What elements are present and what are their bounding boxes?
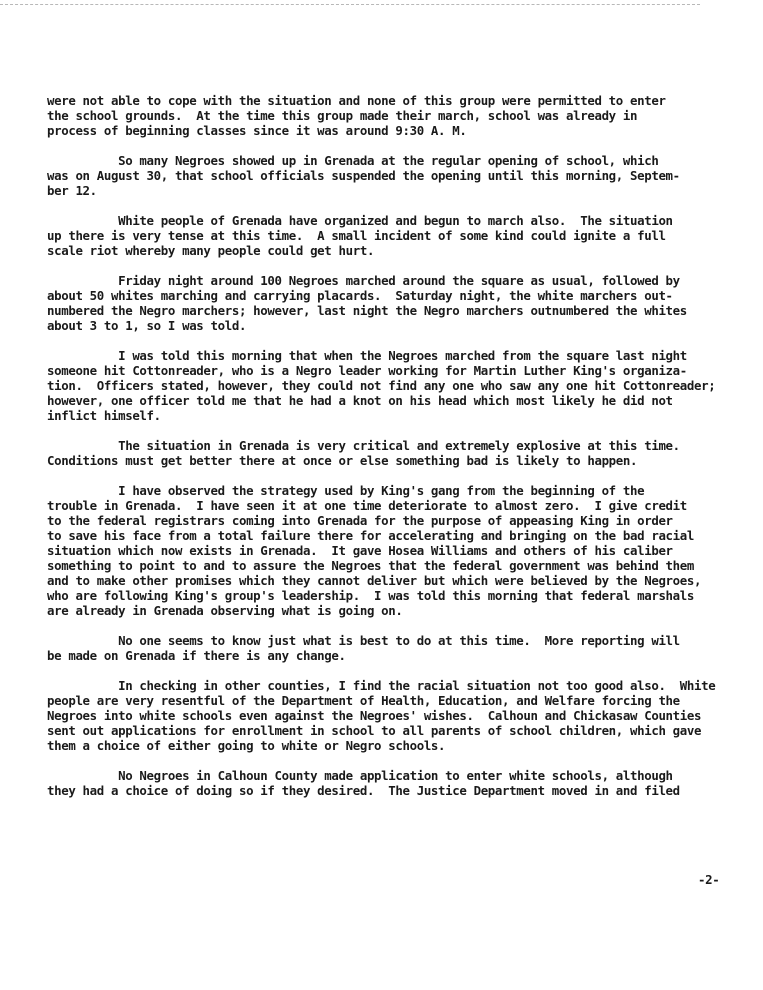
top-border-rule [0,4,700,5]
paragraph-1: were not able to cope with the situation and none of this group were permitted to enter the school grounds. At the time this group made their march, school was already in process of beginning classes since it was around 9:30 A. M. [47,93,666,138]
paragraph-4: Friday night around 100 Negroes marched around the square as usual, followed by about 50 whites marching and carrying placards. Saturday night, the white marchers out- numbered the Negro marchers; however, last night the Negro marchers outnumbered the whites about 3 to 1, so I was told. [47,273,687,333]
paragraph-8: No one seems to know just what is best to do at this time. More reporting will be made on Grenada if there is any change. [47,633,680,663]
paragraph-10: No Negroes in Calhoun County made application to enter white schools, although they had a choice of doing so if they desired. The Justice Department moved in and filed [47,768,680,798]
paragraph-2: So many Negroes showed up in Grenada at the regular opening of school, which was on August 30, that school officials suspended the opening until this morning, Septem- ber 12. [47,153,680,198]
paragraph-5: I was told this morning that when the Negroes marched from the square last night someone hit Cottonreader, who is a Negro leader working for Martin Luther King's organiza- tion. Officers stated, however, they could not find any one who saw any one hit Cottonreader; however, one officer told me that he had a knot on his head which most likely he did not inflict himself. [47,348,716,423]
paragraph-6: The situation in Grenada is very critical and extremely explosive at this time. Conditions must get better there at once or else something bad is likely to happen. [47,438,680,468]
paragraph-9: In checking in other counties, I find the racial situation not too good also. White people are very resentful of the Department of Health, Education, and Welfare forcing the Negroes into white schools even against the Negroes' wishes. Calhoun and Chickasaw Counties sent out applications for enrollment in school to all parents of school children, which gave them a choice of either going to white or Negro schools. [47,678,716,753]
document-body [47,93,755,813]
page-number: -2- [698,872,720,887]
paragraph-7: I have observed the strategy used by King's gang from the beginning of the trouble in Grenada. I have seen it at one time deteriorate to almost zero. I give credit to the federal registrars coming into Grenada for the purpose of appeasing King in order to save his face from a total failure there for accelerating and bringing on the bad racial situation which now exists in Grenada. It gave Hosea Williams and others of his caliber something to point to and to assure the Negroes that the federal government was behind them and to make other promises which they cannot deliver but which were believed by the Negroes, who are following King's group's leadership. I was told this morning that federal marshals are already in Grenada observing what is going on. [47,483,702,618]
paragraph-3: White people of Grenada have organized and begun to march also. The situation up there is very tense at this time. A small incident of some kind could ignite a full scale riot whereby many people could get hurt. [47,213,673,258]
